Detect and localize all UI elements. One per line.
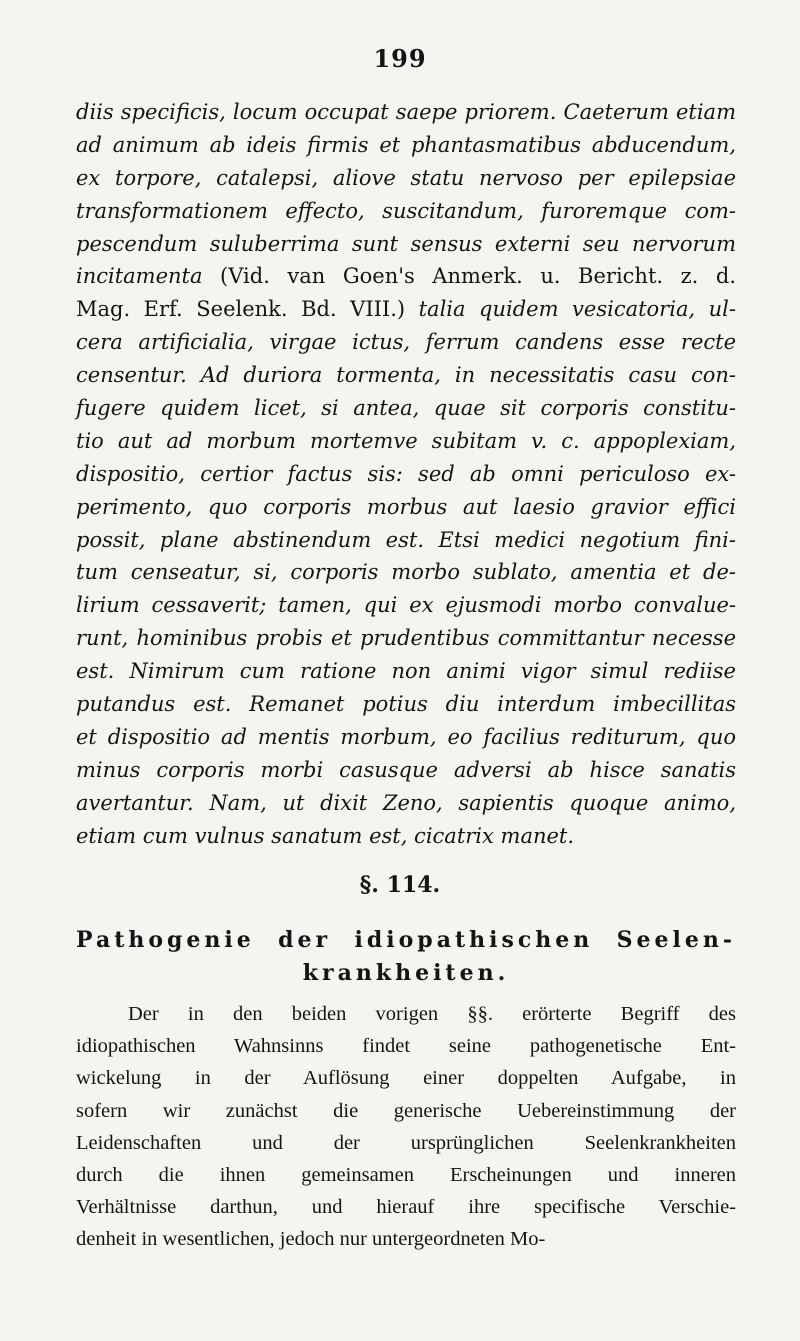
section-number: §. 114. — [359, 872, 441, 898]
latin-text: dispositio, certior factus sis: sed ab omni periculoso ex- — [76, 461, 736, 486]
text-line — [76, 622, 736, 655]
latin-text: runt, hominibus probis et prudentibus committantur necesse — [76, 626, 736, 651]
text-line: sofern wir zunächst die generische Uebereinstimmung der — [76, 1099, 736, 1122]
latin-text: fugere quidem licet, si antea, quae sit corporis constitu- — [76, 396, 736, 421]
text-line — [76, 228, 736, 261]
text-line: denheit in wesentlichen, jedoch nur untergeordneten Mo- — [76, 1228, 546, 1251]
latin-text: et dispositio ad mentis morbum, eo facilius rediturum, quo — [76, 724, 736, 749]
text-line — [76, 458, 736, 491]
latin-text: ex torpore, catalepsi, aliove statu nervoso per epilepsiae — [76, 165, 736, 190]
text-line: Leidenschaften und der ursprünglichen Seelenkrankheiten — [76, 1131, 736, 1154]
text-line — [76, 195, 736, 228]
latin-text: incitamenta — [76, 264, 203, 289]
text-line — [76, 589, 736, 622]
page-number: 199 — [373, 44, 427, 73]
latin-paragraph — [76, 96, 736, 852]
text-line — [76, 721, 736, 754]
text-line — [76, 787, 736, 820]
latin-text: talia quidem vesicatoria, ul- — [418, 297, 736, 322]
reference-text: Mag. Erf. Seelenk. Bd. VIII.) — [76, 297, 419, 322]
text-line — [76, 556, 736, 589]
latin-text: est. Nimirum cum ratione non animi vigor simul rediise — [76, 659, 736, 684]
text-line — [76, 491, 736, 524]
latin-text: cera artificialia, virgae ictus, ferrum candens esse recte — [76, 330, 736, 355]
latin-text: possit, plane abstinendum est. Etsi medici negotium fini- — [76, 527, 736, 552]
text-line — [76, 326, 736, 359]
latin-text: minus corporis morbi casusque adversi ab hisce sanatis — [76, 757, 736, 782]
section-title-line-1: Pathogenie der idiopathischen Seelen- — [76, 927, 736, 953]
text-line: wickelung in der Auflösung einer doppelten Aufgabe, in — [76, 1067, 736, 1090]
text-line — [76, 688, 736, 721]
latin-text: lirium cessaverit; tamen, qui ex ejusmodi morbo convalue- — [76, 593, 736, 618]
text-line — [76, 96, 736, 129]
text-line — [76, 425, 736, 458]
text-line: Der in den beiden vorigen §§. erörterte Begriff des — [128, 1003, 736, 1025]
text-line — [76, 392, 736, 425]
text-line — [76, 162, 736, 195]
latin-text: tio aut ad morbum mortemve subitam v. c. appoplexiam, — [76, 428, 736, 453]
text-line — [76, 524, 736, 557]
latin-text: tum censeatur, si, corporis morbo sublato, amentia et de- — [76, 560, 736, 585]
text-line: idiopathischen Wahnsinns findet seine pathogenetische Ent- — [76, 1035, 736, 1058]
latin-text: ad animum ab ideis firmis et phantasmatibus abducendum, — [76, 132, 736, 157]
section-title — [76, 924, 736, 990]
text-line — [76, 359, 736, 392]
text-line — [76, 293, 736, 326]
latin-text: transformationem effecto, suscitandum, furoremque com- — [76, 198, 736, 223]
latin-text: putandus est. Remanet potius diu interdum imbecillitas — [76, 692, 736, 717]
latin-text: etiam cum vulnus sanatum est, cicatrix manet. — [76, 823, 575, 848]
latin-text: pescendum suluberrima sunt sensus externi seu nervorum — [76, 231, 736, 256]
german-paragraph — [76, 998, 736, 1256]
text-line — [76, 754, 736, 787]
section-title-line-2: krankheiten. — [302, 960, 510, 986]
text-line: Verhältnisse darthun, und hierauf ihre specifische Verschie- — [76, 1196, 736, 1219]
text-line — [76, 655, 736, 688]
text-line — [76, 260, 736, 293]
latin-text: avertantur. Nam, ut dixit Zeno, sapientis quoque animo, — [76, 790, 736, 815]
latin-text: perimento, quo corporis morbus aut laesio gravior effici — [76, 494, 736, 519]
text-line — [76, 820, 736, 853]
reference-text: (Vid. van Goen's Anmerk. u. Bericht. z. d. — [202, 264, 736, 289]
latin-text: diis specificis, locum occupat saepe priorem. Caeterum etiam — [76, 100, 736, 124]
text-line: durch die ihnen gemeinsamen Erscheinungen und inneren — [76, 1163, 736, 1186]
text-line — [76, 129, 736, 162]
latin-text: censentur. Ad duriora tormenta, in necessitatis casu con- — [76, 363, 736, 388]
